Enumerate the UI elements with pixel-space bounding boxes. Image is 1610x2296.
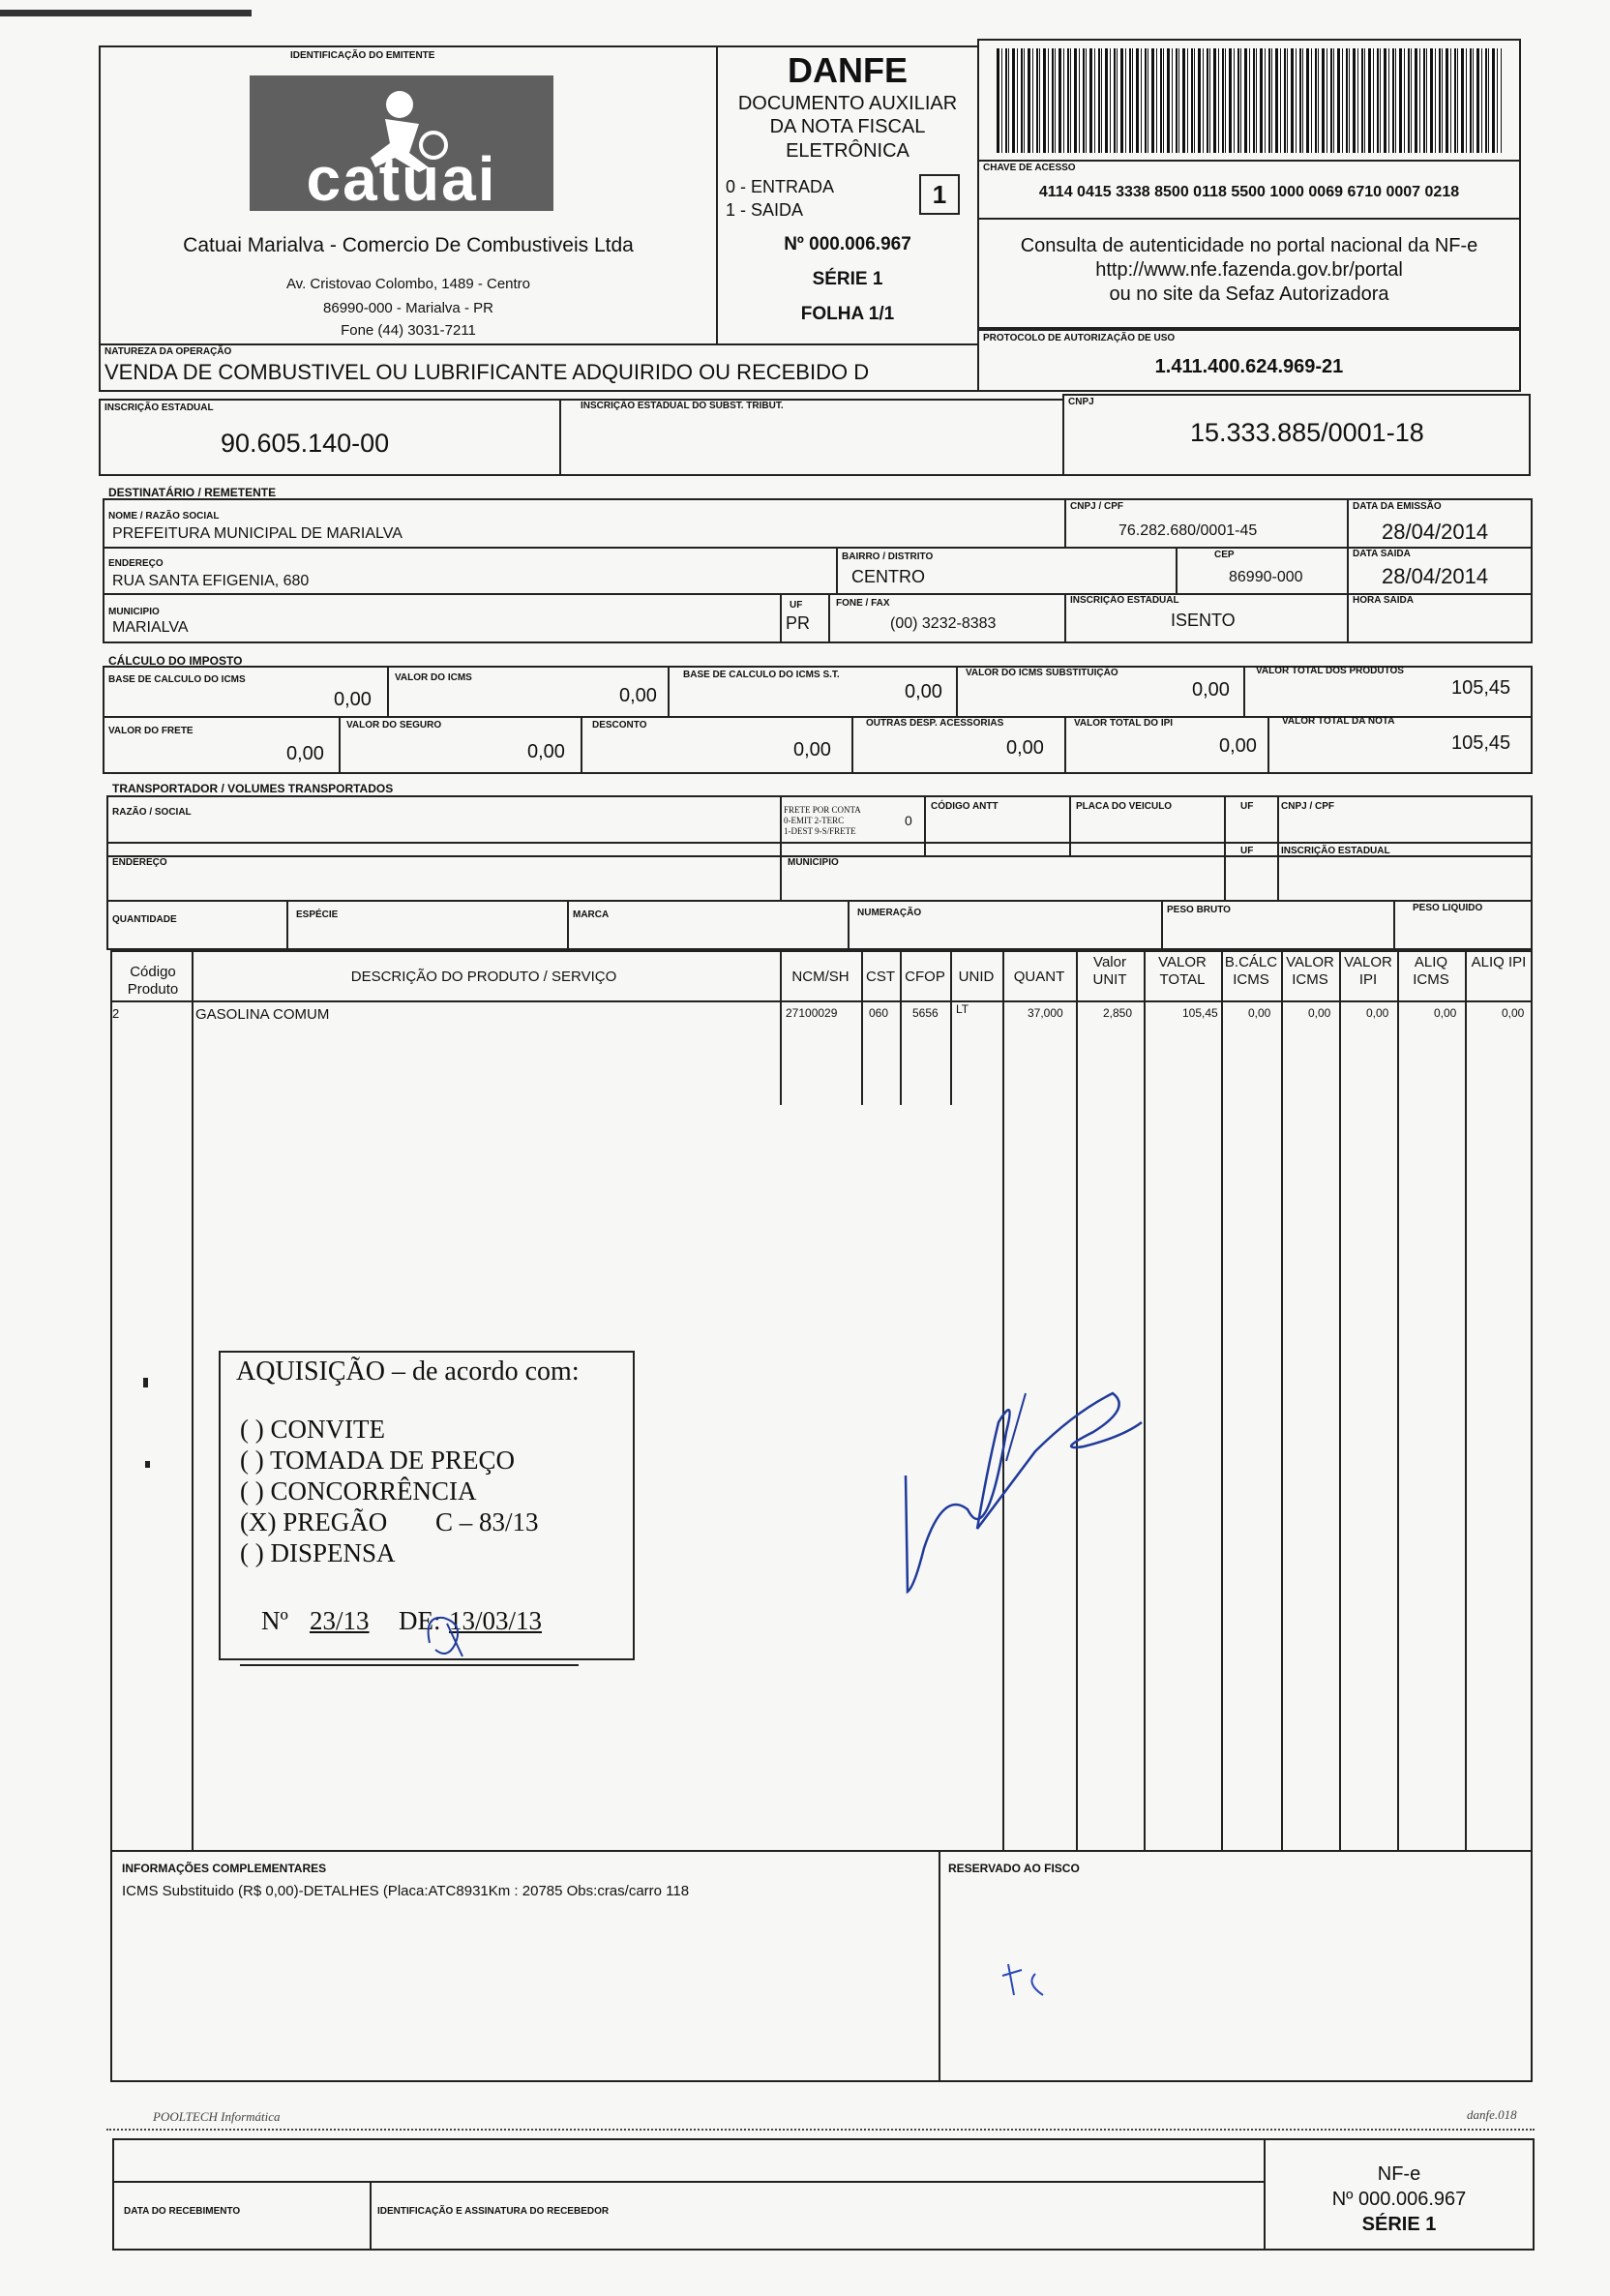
base-st-value: 0,00: [905, 681, 942, 702]
col-unid-header: UNID: [958, 969, 995, 985]
stamp-pregao-num: C – 83/13: [435, 1507, 539, 1536]
marca-label: MARCA: [573, 909, 610, 920]
total-prod-value: 105,45: [1451, 677, 1511, 699]
imp1-div3: [956, 666, 958, 718]
row-bcalc: 0,00: [1248, 1006, 1271, 1020]
transporte-section: TRANSPORTADOR / VOLUMES TRANSPORTADOS: [112, 782, 394, 795]
dest-cnpj-value: 76.282.680/0001-45: [1118, 522, 1258, 539]
nfe-stub-serie: SÉRIE 1: [1361, 2214, 1437, 2235]
emit-cnpj-label: CNPJ: [1068, 397, 1094, 407]
dest-cnpj-label: CNPJ / CPF: [1070, 501, 1124, 512]
danfe-sub1: DOCUMENTO AUXILIAR: [737, 93, 958, 114]
transp3-div1: [286, 900, 288, 950]
barcode: [997, 48, 1502, 153]
col-sep-2: [780, 950, 782, 1105]
aquisicao-stamp: [219, 1351, 635, 1660]
total-nota-value: 105,45: [1451, 732, 1511, 754]
dest-emissao-label: DATA DA EMISSÃO: [1353, 501, 1442, 512]
row-ncm: 27100029: [786, 1006, 838, 1020]
dest-hora-label: HORA SAIDA: [1353, 595, 1414, 606]
imp2-div2: [581, 716, 582, 774]
nfe-stub-numero: Nº 000.006.967: [1331, 2189, 1467, 2210]
col-vtotal-header: VALOR TOTAL: [1158, 954, 1207, 988]
consulta-line1: Consulta de autenticidade no portal nacional da NF-e: [1020, 235, 1478, 256]
col-sep-12: [1397, 950, 1399, 1852]
dest-row2: [103, 547, 1533, 595]
stamp-pregao: (X) PREGÃO: [240, 1507, 388, 1536]
stamp-numero: Nº: [261, 1606, 288, 1635]
base-icms-value: 0,00: [334, 689, 372, 710]
transp-uf2-label: UF: [1240, 846, 1254, 856]
desconto-label: DESCONTO: [592, 720, 647, 731]
dest-row1-div1: [1064, 498, 1066, 549]
dest-row3-div3: [1064, 593, 1066, 643]
quantidade-label: QUANTIDADE: [112, 914, 177, 925]
dest-row3-div1: [780, 593, 782, 643]
total-nota-label: VALOR TOTAL DA NOTA: [1282, 716, 1395, 727]
company-phone: Fone (44) 3031-7211: [341, 322, 476, 339]
transp-municipio-label: MUNICIPIO: [788, 857, 839, 868]
chave-divider2: [977, 218, 1521, 220]
info-value: ICMS Substituido (R$ 0,00)-DETALHES (Placa:ATC8931Km : 20785 Obs:cras/carro 118: [122, 1883, 690, 1899]
valor-icms-label: VALOR DO ICMS: [395, 672, 472, 683]
nf-folha: FOLHA 1/1: [800, 304, 895, 324]
fisco-box: [939, 1850, 1533, 2082]
frete-label: VALOR DO FRETE: [108, 726, 194, 736]
chave-divider: [977, 160, 1521, 162]
logo-text: catuai: [306, 144, 497, 214]
dest-uf-label: UF: [790, 600, 803, 611]
info-label: INFORMAÇÕES COMPLEMENTARES: [122, 1862, 327, 1875]
danfe-title: DANFE: [788, 50, 908, 90]
danfe-sub3: ELETRÔNICA: [786, 140, 909, 162]
tipo-value-box: 1: [919, 174, 960, 215]
dest-saida-label: DATA SAIDA: [1353, 549, 1411, 559]
dest-bairro-value: CENTRO: [851, 567, 925, 586]
outras-label: OUTRAS DESP. ACESSORIAS: [866, 718, 1004, 729]
chave-label: CHAVE DE ACESSO: [983, 163, 1076, 173]
dest-municipio-value: MARIALVA: [112, 619, 189, 636]
company-address: Av. Cristovao Colombo, 1489 - Centro: [285, 276, 531, 292]
nfe-stub-title: NF-e: [1377, 2163, 1421, 2185]
col-sep-13: [1465, 950, 1467, 1852]
dest-nome-label: NOME / RAZÃO SOCIAL: [108, 511, 220, 522]
imp1-div2: [668, 666, 670, 718]
stamp-signature-line: [240, 1664, 579, 1666]
col-sep-6: [1002, 950, 1004, 1852]
frete-conta-1: FRETE POR CONTA: [784, 805, 861, 815]
numeracao-label: NUMERAÇÃO: [857, 908, 922, 918]
dest-row3-div4: [1347, 593, 1349, 643]
nf-serie: SÉRIE 1: [812, 269, 883, 289]
form-code: danfe.018: [1467, 2107, 1517, 2122]
transp-razao-label: RAZÃO / SOCIAL: [112, 807, 192, 818]
peso-liquido-label: PESO LIQUIDO: [1413, 903, 1483, 913]
nf-numero: Nº 000.006.967: [784, 234, 911, 254]
col-sep-10: [1281, 950, 1283, 1852]
emitente-label: IDENTIFICAÇÃO DO EMITENTE: [290, 50, 435, 61]
company-logo: [250, 75, 553, 214]
col-vipi-header: VALOR IPI: [1344, 954, 1392, 988]
row-descricao: GASOLINA COMUM: [195, 1006, 330, 1023]
dest-endereco-value: RUA SANTA EFIGENIA, 680: [112, 573, 310, 589]
dest-row2-div3: [1347, 547, 1349, 595]
protocolo-label: PROTOCOLO DE AUTORIZAÇÃO DE USO: [983, 333, 1176, 343]
row-vipi: 0,00: [1366, 1006, 1389, 1020]
col-sep-3: [861, 950, 863, 1105]
total-prod-label: VALOR TOTAL DOS PRODUTOS: [1256, 666, 1404, 676]
dest-row1-div2: [1347, 498, 1349, 549]
col-quant-header: QUANT: [1013, 969, 1065, 985]
tipo-entrada: 0 - ENTRADA: [726, 177, 835, 196]
dest-fone-value: (00) 3232-8383: [890, 615, 997, 632]
chave-value: 4114 0415 3338 8500 0118 5500 1000 0069 6710 0007 0218: [1038, 184, 1460, 200]
destinatario-section: DESTINATÁRIO / REMETENTE: [108, 486, 277, 499]
col-sep-11: [1339, 950, 1341, 1852]
col-aliqicms-header: ALIQ ICMS: [1413, 954, 1449, 988]
peso-bruto-label: PESO BRUTO: [1167, 905, 1231, 915]
col-sep-9: [1221, 950, 1223, 1852]
transp3-div4: [1161, 900, 1163, 950]
ie-label: INSCRIÇÃO ESTADUAL: [104, 403, 214, 413]
recebimento-vdivider: [370, 2181, 372, 2251]
row-codigo: 2: [112, 1006, 120, 1021]
assinatura-label: IDENTIFICAÇÃO E ASSINATURA DO RECEBEDOR: [377, 2206, 610, 2217]
col-vunit-header: Valor UNIT: [1092, 954, 1127, 988]
dest-ie-value: ISENTO: [1171, 611, 1236, 630]
seguro-label: VALOR DO SEGURO: [346, 720, 442, 731]
dest-uf-value: PR: [786, 613, 811, 633]
col-aliqipi-header: ALIQ IPI: [1471, 954, 1527, 970]
consulta-line2[interactable]: http://www.nfe.fazenda.gov.br/portal: [1095, 259, 1403, 281]
software-credit: POOLTECH Informática: [153, 2109, 281, 2124]
dest-emissao-value: 28/04/2014: [1382, 520, 1489, 544]
imposto-section: CÁLCULO DO IMPOSTO: [108, 654, 243, 668]
transp3-div3: [848, 900, 850, 950]
col-sep-7: [1076, 950, 1078, 1852]
col-sep-1: [192, 950, 194, 1852]
imp2-div1: [339, 716, 341, 774]
transp-uf-label: UF: [1240, 801, 1254, 812]
tipo-saida: 1 - SAIDA: [726, 200, 804, 220]
dest-row2-div1: [836, 547, 838, 595]
col-bcalc-header: B.CÁLC ICMS: [1224, 954, 1278, 988]
frete-conta-2: 0-EMIT 2-TERC: [784, 816, 845, 825]
emit-cnpj-value: 15.333.885/0001-18: [1190, 418, 1424, 447]
stamp-tomada: ( ) TOMADA DE PREÇO: [240, 1446, 516, 1475]
recebimento-divider: [112, 2181, 1266, 2183]
stamp-dispensa: ( ) DISPENSA: [240, 1538, 396, 1567]
dest-ie-label: INSCRIÇÃO ESTADUAL: [1070, 595, 1179, 606]
row-vunit: 2,850: [1103, 1006, 1133, 1020]
dest-row2-div2: [1176, 547, 1178, 595]
natureza-value: VENDA DE COMBUSTIVEL OU LUBRIFICANTE ADQUIRIDO OU RECEBIDO D: [104, 360, 870, 384]
col-codigo-header: Código Produto: [127, 964, 179, 998]
ie-value: 90.605.140-00: [221, 429, 390, 458]
stamp-title: AQUISIÇÃO – de acordo com:: [236, 1357, 580, 1387]
col-cst-header: CST: [866, 969, 895, 985]
seguro-value: 0,00: [527, 741, 565, 762]
stamp-convite: ( ) CONVITE: [240, 1415, 385, 1444]
col-sep-5: [950, 950, 952, 1105]
transp3-div2: [567, 900, 569, 950]
stamp-numero-value: 23/13: [310, 1606, 370, 1635]
valor-icms-value: 0,00: [619, 685, 657, 706]
dest-fone-label: FONE / FAX: [836, 598, 890, 609]
base-st-label: BASE DE CALCULO DO ICMS S.T.: [683, 670, 840, 680]
row-vtotal: 105,45: [1182, 1006, 1218, 1020]
row-aliqicms: 0,00: [1434, 1006, 1457, 1020]
company-name: Catuai Marialva - Comercio De Combustiveis Ltda: [183, 234, 634, 256]
valor-st-value: 0,00: [1192, 679, 1230, 701]
transp-endereco-label: ENDEREÇO: [112, 857, 167, 868]
scan-edge: [0, 10, 252, 16]
row-vicms: 0,00: [1308, 1006, 1331, 1020]
stamp-de: DE:: [399, 1606, 441, 1635]
danfe-sub2: DA NOTA FISCAL: [769, 116, 926, 137]
dest-saida-value: 28/04/2014: [1382, 564, 1489, 588]
col-sep-4: [900, 950, 902, 1105]
desconto-value: 0,00: [793, 739, 831, 760]
protocolo-value: 1.411.400.624.969-21: [1154, 356, 1344, 377]
dest-endereco-label: ENDEREÇO: [108, 558, 164, 569]
stamp-concorrencia: ( ) CONCORRÊNCIA: [240, 1476, 477, 1506]
row-quant: 37,000: [1028, 1006, 1063, 1020]
antt-label: CÓDIGO ANTT: [931, 801, 999, 812]
frete-conta-value: 0: [905, 813, 912, 828]
recebimento-label: DATA DO RECEBIMENTO: [124, 2206, 241, 2217]
transp2-div1: [780, 842, 782, 902]
col-sep-8: [1144, 950, 1146, 1852]
fisco-label: RESERVADO AO FISCO: [948, 1862, 1080, 1875]
company-city: 86990-000 - Marialva - PR: [323, 300, 493, 316]
valor-st-label: VALOR DO ICMS SUBSTITUIÇÃO: [966, 668, 1118, 678]
transp3-div5: [1393, 900, 1395, 950]
stamp-de-value: 13/03/13: [449, 1606, 543, 1635]
frete-conta-3: 1-DEST 9-S/FRETE: [784, 826, 856, 836]
margin-mark-1: [143, 1378, 148, 1387]
especie-label: ESPÉCIE: [296, 909, 339, 920]
consulta-line3: ou no site da Sefaz Autorizadora: [1109, 283, 1389, 305]
dest-bairro-label: BAIRRO / DISTRITO: [842, 552, 934, 562]
ipi-label: VALOR TOTAL DO IPI: [1074, 718, 1174, 729]
row-aliqipi: 0,00: [1502, 1006, 1525, 1020]
imp2-div3: [851, 716, 853, 774]
dest-row3: [103, 593, 1533, 643]
frete-value: 0,00: [286, 743, 324, 764]
ipi-value: 0,00: [1219, 735, 1257, 757]
outras-value: 0,00: [1006, 737, 1044, 759]
base-icms-label: BASE DE CALCULO DO ICMS: [108, 674, 246, 685]
row-unid: LT: [956, 1002, 969, 1016]
placa-label: PLACA DO VEICULO: [1076, 801, 1173, 812]
recebimento-box: [112, 2138, 1266, 2251]
dest-row3-div2: [828, 593, 830, 643]
cut-line: [106, 2129, 1535, 2131]
col-descricao-header: DESCRIÇÃO DO PRODUTO / SERVIÇO: [350, 969, 617, 985]
produtos-header-line: [110, 1000, 1533, 1002]
row-cfop: 5656: [912, 1006, 939, 1020]
imp2-div4: [1064, 716, 1066, 774]
transp-ie-label: INSCRIÇÃO ESTADUAL: [1281, 846, 1390, 856]
transp-row3: [106, 900, 1533, 950]
dest-nome-value: PREFEITURA MUNICIPAL DE MARIALVA: [112, 525, 402, 542]
imp1-div1: [387, 666, 389, 718]
col-cfop-header: CFOP: [905, 969, 945, 985]
dest-cep-label: CEP: [1214, 550, 1235, 560]
col-vicms-header: VALOR ICMS: [1286, 954, 1334, 988]
transp-cnpj-label: CNPJ / CPF: [1281, 801, 1335, 812]
imp1-div4: [1243, 666, 1245, 718]
margin-mark-2: [145, 1461, 150, 1468]
natureza-label: NATUREZA DA OPERAÇÃO: [104, 346, 232, 357]
imp2-div5: [1267, 716, 1269, 774]
ie-subst-label: INSCRIÇÃO ESTADUAL DO SUBST. TRIBUT.: [581, 401, 784, 411]
col-ncm-header: NCM/SH: [791, 969, 850, 985]
dest-cep-value: 86990-000: [1229, 569, 1303, 585]
dest-municipio-label: MUNICIPIO: [108, 607, 160, 617]
row-cst: 060: [869, 1006, 889, 1020]
